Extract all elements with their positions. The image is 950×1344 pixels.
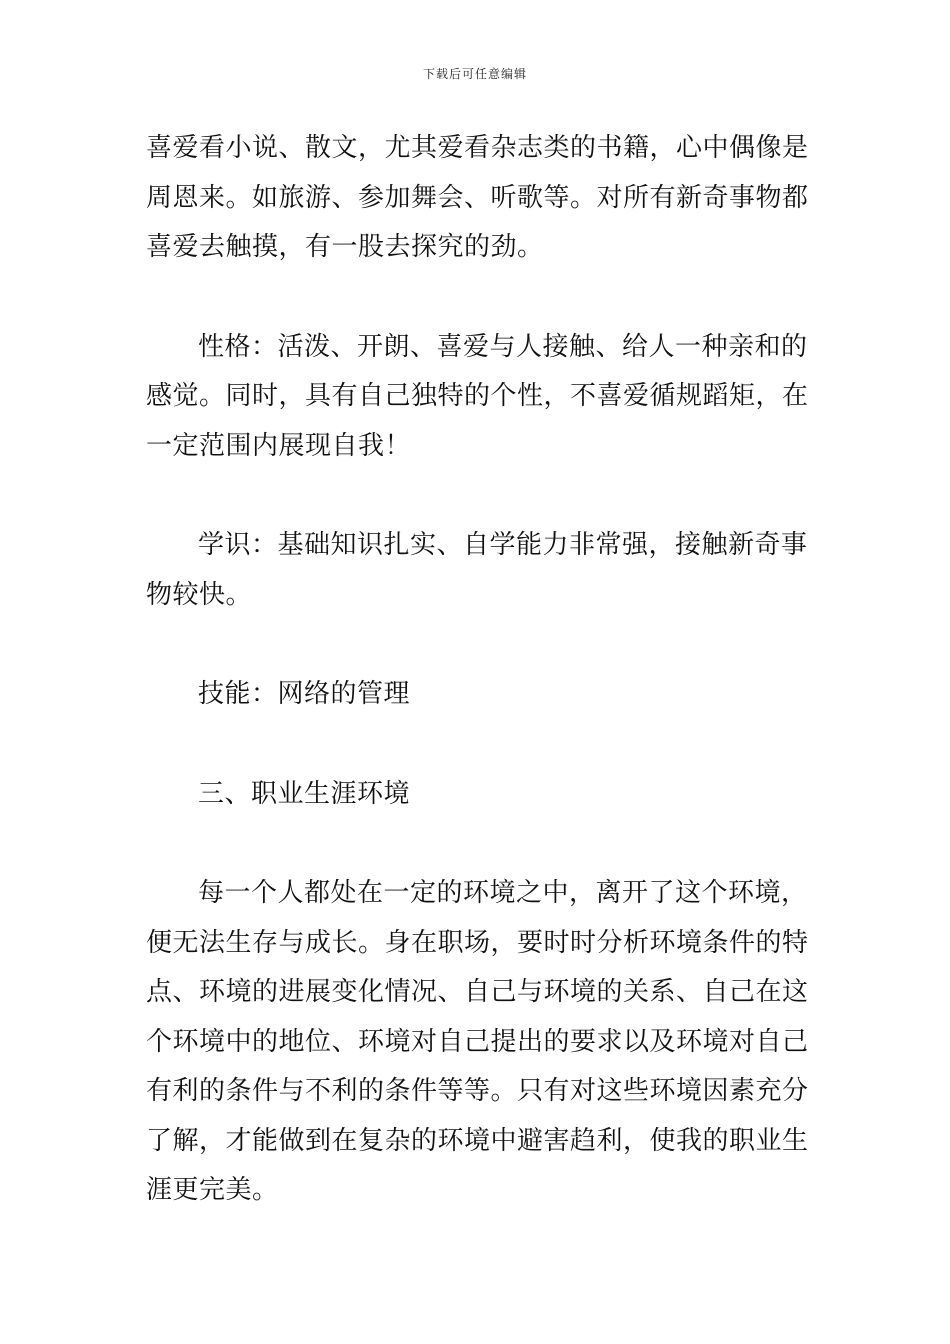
paragraph-line: 便无法生存与成长。身在职场，要时时分析环境条件的特 (146, 927, 809, 958)
paragraph-skills (146, 670, 806, 720)
paragraph-gap (146, 471, 806, 521)
paragraph-line: 点、环境的进展变化情况、自己与环境的关系、自己在这 (146, 977, 809, 1007)
paragraph-line: 每一个人都处在一定的环境之中，离开了这个环境， (198, 878, 808, 908)
paragraph-gap (146, 720, 806, 770)
paragraph-environment (146, 869, 809, 1216)
paragraph-line: 物较快。 (146, 579, 253, 610)
paragraph-line: 了解，才能做到在复杂的环境中避害趋利，使我的职业生 (146, 1125, 809, 1156)
paragraph-gap (146, 620, 806, 670)
paragraph-line: 有利的条件与不利的条件等等。只有对这些环境因素充分 (146, 1076, 809, 1106)
paragraph-line: 喜爱去触摸，有一股去探究的劲。 (146, 232, 544, 262)
paragraph-line: 个环境中的地位、环境对自己提出的要求以及环境对自己 (146, 1026, 809, 1057)
paragraph-line: 一定范围内展现自我！ (146, 430, 412, 461)
section-heading-career-environment (146, 770, 806, 820)
paragraph-knowledge (146, 521, 806, 620)
section-heading-text: 三、职业生涯环境 (198, 778, 411, 809)
paragraph-gap (146, 819, 806, 869)
document-body (146, 124, 809, 1216)
paragraph-interests (146, 124, 809, 273)
paragraph-line: 喜爱看小说、散文，尤其爱看杂志类的书籍，心中偶像是 (146, 133, 809, 163)
paragraph-line: 涯更完美。 (146, 1175, 279, 1205)
paragraph-line: 周恩来。如旅游、参加舞会、听歌等。对所有新奇事物都 (146, 182, 809, 213)
paragraph-line: 技能：网络的管理 (198, 679, 411, 709)
paragraph-gap (146, 273, 806, 323)
paragraph-line: 性格：活泼、开朗、喜爱与人接触、给人一种亲和的 (198, 331, 808, 362)
paragraph-line: 学识：基础知识扎实、自学能力非常强，接触新奇事 (198, 530, 808, 560)
page-header-note: 下载后可任意编辑 (422, 67, 527, 81)
paragraph-personality (146, 323, 809, 472)
paragraph-line: 感觉。同时，具有自己独特的个性，不喜爱循规蹈矩，在 (146, 381, 809, 411)
